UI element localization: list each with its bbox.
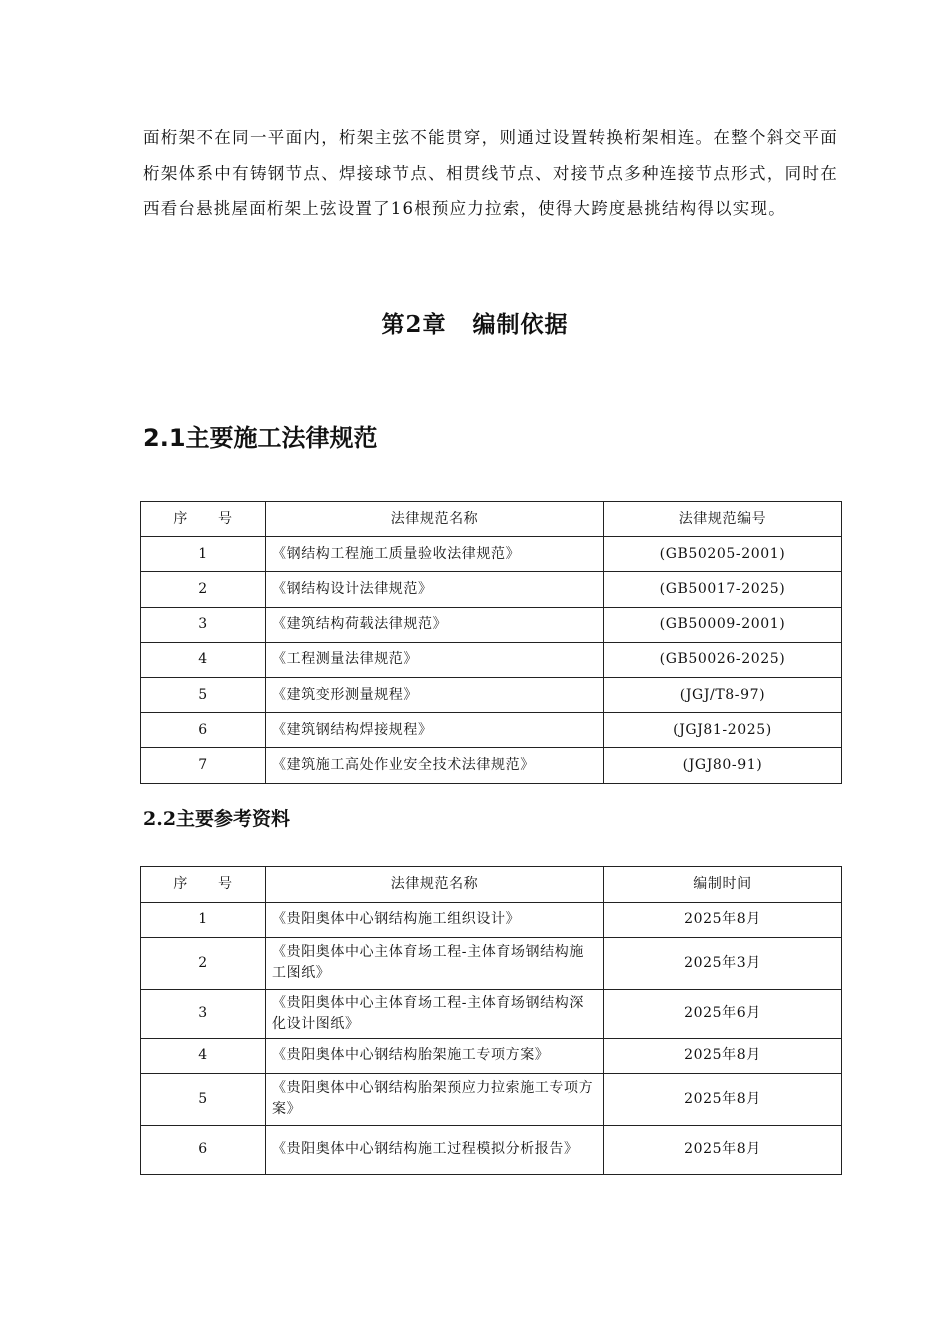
reference-name: 《贵阳奥体中心主体育场工程-主体育场钢结构深化设计图纸》 [266, 989, 604, 1038]
reference-name: 《贵阳奥体中心钢结构胎架施工专项方案》 [266, 1038, 604, 1074]
table-row [141, 748, 842, 783]
header-name: 法律规范名称 [266, 502, 604, 537]
chapter-number: 第2章 [381, 311, 447, 338]
table-row [141, 938, 842, 990]
regulation-code: (JGJ/T8-97) [604, 677, 842, 712]
regulation-code: (JGJ80-91) [604, 748, 842, 783]
chapter-title [0, 306, 950, 339]
table-row [141, 713, 842, 748]
regulation-name: 《建筑施工高处作业安全技术法律规范》 [266, 748, 604, 783]
row-number: 2 [141, 938, 266, 990]
section-2-1-title: 2.1主要施工法律规范 [143, 424, 378, 452]
reference-date: 2025年8月 [604, 1038, 842, 1074]
reference-name: 《贵阳奥体中心钢结构胎架预应力拉索施工专项方案》 [266, 1074, 604, 1126]
table-row [141, 989, 842, 1038]
row-number: 1 [141, 537, 266, 572]
table-row [141, 677, 842, 712]
reference-date: 2025年8月 [604, 902, 842, 938]
table-header-row [141, 502, 842, 537]
reference-name: 《贵阳奥体中心钢结构施工组织设计》 [266, 902, 604, 938]
table-row [141, 1038, 842, 1074]
row-number: 3 [141, 989, 266, 1038]
table-row [141, 537, 842, 572]
row-number: 4 [141, 1038, 266, 1074]
row-number: 5 [141, 1074, 266, 1126]
header-seq: 序 号 [141, 867, 266, 903]
reference-date: 2025年8月 [604, 1074, 842, 1126]
chapter-name: 编制依据 [472, 311, 569, 338]
row-number: 4 [141, 642, 266, 677]
regulation-name: 《建筑钢结构焊接规程》 [266, 713, 604, 748]
table-row [141, 642, 842, 677]
regulation-code: (GB50009-2001) [604, 607, 842, 642]
row-number: 1 [141, 902, 266, 938]
regulation-code: (GB50026-2025) [604, 642, 842, 677]
reference-date: 2025年6月 [604, 989, 842, 1038]
regulation-name: 《钢结构设计法律规范》 [266, 572, 604, 607]
header-name: 法律规范名称 [266, 867, 604, 903]
table-header-row [141, 867, 842, 903]
section-2-2-title: 2.2主要参考资料 [143, 808, 291, 830]
reference-date: 2025年3月 [604, 938, 842, 990]
references-table [140, 866, 842, 1175]
row-number: 2 [141, 572, 266, 607]
header-code: 法律规范编号 [604, 502, 842, 537]
reference-name: 《贵阳奥体中心钢结构施工过程模拟分析报告》 [266, 1125, 604, 1174]
regulations-table [140, 501, 842, 784]
row-number: 6 [141, 1125, 266, 1174]
regulation-name: 《钢结构工程施工质量验收法律规范》 [266, 537, 604, 572]
header-seq: 序 号 [141, 502, 266, 537]
regulation-code: (JGJ81-2025) [604, 713, 842, 748]
table-row [141, 1125, 842, 1174]
table-row [141, 902, 842, 938]
table-row [141, 572, 842, 607]
row-number: 3 [141, 607, 266, 642]
reference-date: 2025年8月 [604, 1125, 842, 1174]
row-number: 5 [141, 677, 266, 712]
row-number: 7 [141, 748, 266, 783]
regulation-name: 《建筑变形测量规程》 [266, 677, 604, 712]
table-row [141, 607, 842, 642]
header-date: 编制时间 [604, 867, 842, 903]
table-row [141, 1074, 842, 1126]
regulation-name: 《工程测量法律规范》 [266, 642, 604, 677]
regulation-name: 《建筑结构荷载法律规范》 [266, 607, 604, 642]
intro-paragraph: 面桁架不在同一平面内，桁架主弦不能贯穿，则通过设置转换桁架相连。在整个斜交平面桁架体系中有铸钢节点、焊接球节点、相贯线节点、对接节点多种连接节点形式，同时在西看台悬挑屋面桁架上弦设置了16根预应力拉索，使得大跨度悬挑结构得以实现。 [143, 128, 838, 218]
row-number: 6 [141, 713, 266, 748]
regulation-code: (GB50017-2025) [604, 572, 842, 607]
reference-name: 《贵阳奥体中心主体育场工程-主体育场钢结构施工图纸》 [266, 938, 604, 990]
regulation-code: (GB50205-2001) [604, 537, 842, 572]
